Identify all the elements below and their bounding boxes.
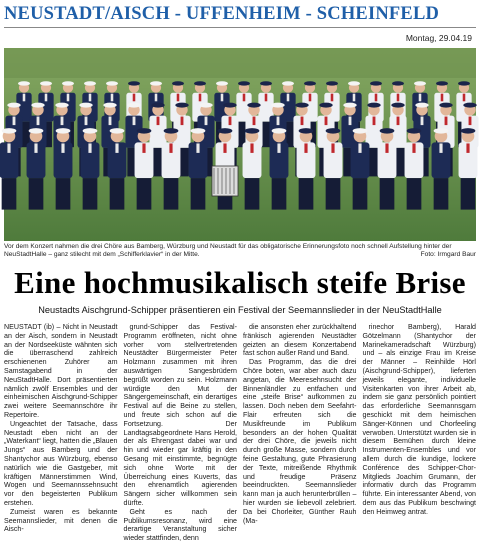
masthead-rule — [4, 27, 476, 28]
article-paragraph: die ansonsten eher zurückhaltend fränkisch agierenden Neustädter geizten an diesem Konzertabend fast schon außer Rand und Band. — [243, 323, 357, 358]
article-column-3 — [243, 323, 357, 525]
article-subhead: Neustadts Aischgrund-Schipper präsentieren ein Festival der Seemannslieder in der NeuStadtHalle — [38, 305, 442, 315]
choir-photo — [4, 48, 476, 241]
article-paragraph: Das Programm, das die drei Chöre boten, war aber auch dazu angetan, die Meeresehnsucht der Binnenländler zu entfachen und eine „steife Brise“ aufkommen zu lassen. Doch neben dem Seefahrt-Flair erfreuten sich die Musikfreunde im Publikum besonders an der hohen Qualität der drei Chöre, die jeweils nicht durch große Masse, sondern durch feine Gestaltung, gute Phrasierung der Texte, mitreißende Rhythmik und freudige Präsenz beeindruckten. Seemannslieder kann man ja auch herunterbrüllen – hier wurden sie liebevoll zelebriert. Da bei Chorleiter, Günther Rauh (Ma- — [243, 358, 357, 525]
caption-text: Vor dem Konzert nahmen die drei Chöre aus Bamberg, Würzburg und Neustadt für das obligatorische Erinnerungsfoto noch schnell Aufstellung hinter der NeuStadtHalle – ganz stilecht mit dem „Schifferklavier“ in der Mitte. — [4, 243, 452, 259]
article-paragraph: Ungeachtet der Tatsache, dass Neustadt eben nicht an der „Waterkant“ liegt, hatten die „Blauen Jungs“ aus Bamberg und der Shantychor aus Würzburg, ebenso natürlich wie die Gastgeber, mit kräftigen Männerstimmen Wind, Wogen und Seemannssehnsucht vor den begeisterten Publikum erstehen. — [4, 419, 118, 507]
article-headline: Eine hochmusikalisch steife Brise — [14, 265, 466, 300]
article-paragraph: Geht es nach der Publikumsresonanz, wird eine derartige Veranstaltung sicher wieder stattfinden, denn — [123, 507, 237, 543]
choir-group-illustration — [4, 48, 476, 241]
article-paragraph: NEUSTADT (ib) – Nicht in Neustadt an der Aisch, sondern in Neustadt an der Nordseeküste wähnten sich die überraschend zahlreich erschienenen Zuhörer am Samstagabend in der NeuStadtHalle. Dort präsentierten nämlich zwölf Ensembles und der einheimischen Aischgrund-Schipper zwei weitere Seemannschöre ihr Repertoire. — [4, 323, 118, 419]
article-body — [4, 323, 476, 543]
article-column-4 — [362, 323, 477, 516]
article-paragraph: Zumeist waren es bekannte Seemannslieder, mit denen die Aisch- — [4, 507, 118, 534]
dateline: Montag, 29.04.19 — [405, 33, 472, 43]
photo-credit: Foto: Irmgard Baur — [420, 251, 476, 259]
article-paragraph: rinechor Bamberg), Harald Götzelmann (Shantychor der Marinekameradschaft Würzburg) und – als einzige Frau im Kreise der Männer – Reinhilde Hörl (Aischgrund-Schipper), lieferten jeweils elegante, individuelle Visitenkarten von ihrer Arbeit ab, indem sie ganz persönlich pointiert das erforderliche Seemannsgarn geschickt mit dem heimischen Sänger-Können und Chorfeeling verwoben. Unterstützt wurden sie in diesem Bemühen durch kleine Instrumenten-Ensembles und vor allem durch die kundige, lockere Conférence des Schipper-Chor-Mitglieds Joachim Grumann, der informativ durch das Programm führte. Ein interessanter Abend, von dem aus das Publikum beschwingt den Heimweg antrat. — [362, 323, 476, 516]
masthead: NEUSTADT/AISCH - UFFENHEIM - SCHEINFELD — [4, 4, 440, 24]
photo-caption — [4, 243, 476, 259]
article-paragraph: grund-Schipper das Festival-Programm eröffneten, nicht ohne vorher vom stellvertretenden Neustädter Bürgermeister Peter Holzmann zusammen mit ihren auswärtigen Sangesbrüdern begrüßt worden zu sein. Holzmann würdigte den Mut der Sängergemeinschaft, ein derartiges Festival auf die Beine zu stellen, und freute sich schon auf die Fortsetzung. Der Landtagsabgeordnete Hans Herold, der als Ehrengast dabei war und hin und wieder gar kräftig in den Gesang mit einstimmte, begnügte sich ohne Worte mit der Überreichung eines Kuverts, das den ehrenamtlich agierenden Sängern sicher willkommen sein dürfte. — [123, 323, 237, 507]
article-column-1 — [4, 323, 118, 534]
article-column-2 — [123, 323, 238, 543]
